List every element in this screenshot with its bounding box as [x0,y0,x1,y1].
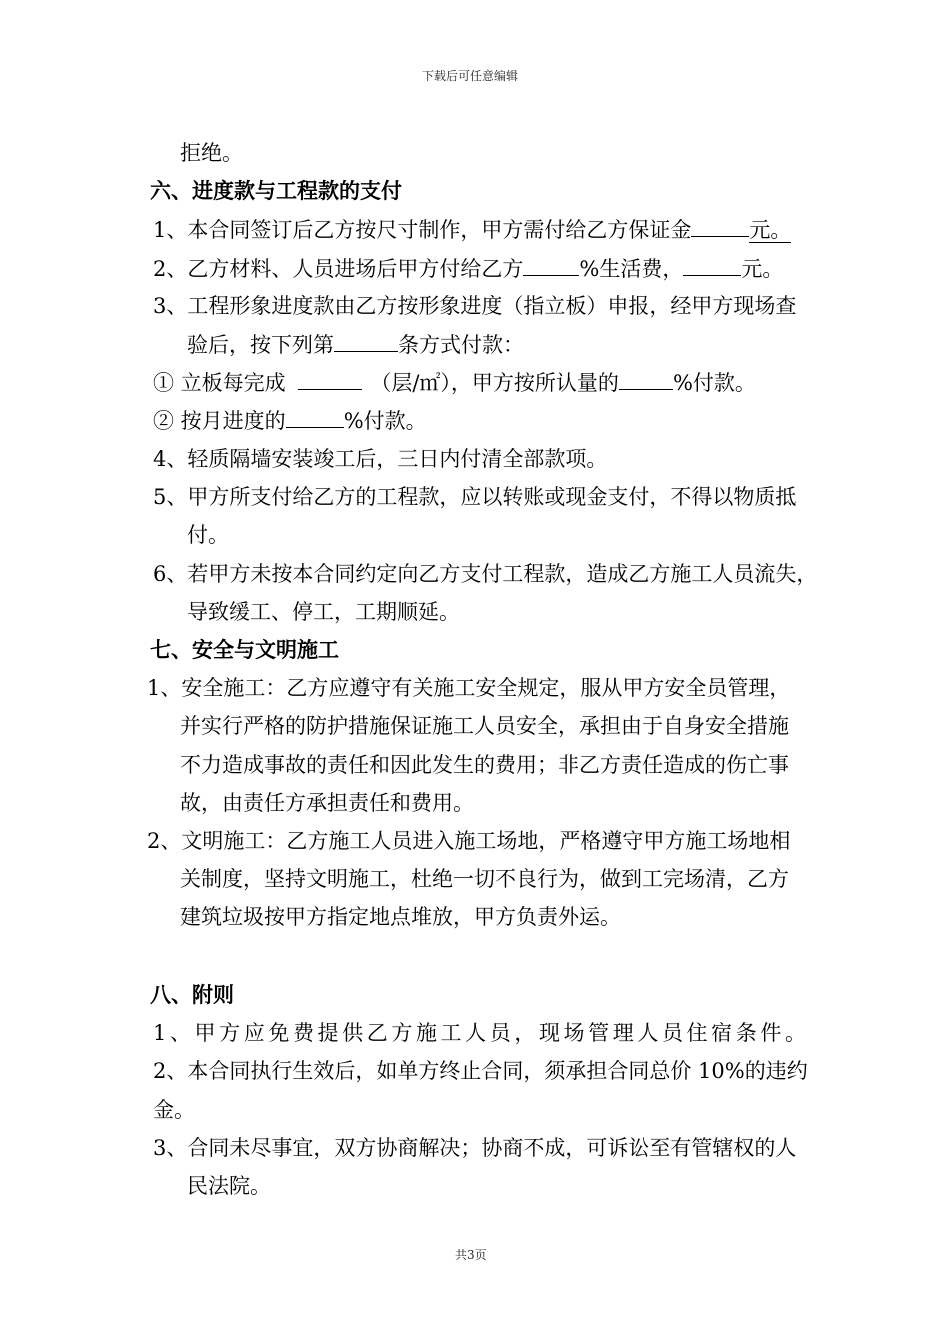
clause-7-1-cont: 故，由责任方承担责任和费用。 [180,791,474,815]
section-heading-7: 七、安全与文明施工 [150,638,339,662]
clause-text: 2、乙方材料、人员进场后甲方付给乙方 [153,257,524,281]
option-text: %付款。 [343,409,427,433]
clause-8-2: 2、本合同执行生效后，如单方终止合同，须承担合同总价 10%的违约 [153,1059,808,1083]
clause-8-1: 1、甲方应免费提供乙方施工人员，现场管理人员住宿条件。 [153,1021,810,1045]
clause-text: 条方式付款： [398,333,524,357]
clause-6-5: 5、甲方所支付给乙方的工程款，应以转账或现金支付，不得以物质抵 [153,485,797,509]
clause-7-2: 2、文明施工：乙方施工人员进入施工场地，严格遵守甲方施工场地相 [147,829,791,853]
clause-6-5-cont: 付。 [187,523,229,547]
option-1 [153,367,756,398]
clause-8-3-cont: 民法院。 [187,1174,271,1198]
clause-text: %生活费， [579,257,684,281]
option-text: ① 立板每完成 [153,371,293,395]
fill-blank [619,367,673,390]
page-footer: 共3页 [455,1248,487,1262]
clause-7-1-cont: 并实行严格的防护措施保证施工人员安全，承担由于自身安全措施 [180,714,789,738]
fill-blank [523,253,579,276]
clause-text: 验后，按下列第 [187,333,334,357]
clause-text: 1、本合同签订后乙方按尺寸制作，甲方需付给乙方保证金 [153,218,692,242]
clause-7-2-cont: 建筑垃圾按甲方指定地点堆放，甲方负责外运。 [180,905,621,929]
fill-blank [298,367,362,390]
clause-6-3: 3、工程形象进度款由乙方按形象进度（指立板）申报，经甲方现场查 [153,294,797,318]
clause-text: 元。 [749,218,792,242]
clause-8-3: 3、合同未尽事宜，双方协商解决；协商不成，可诉讼至有管辖权的人 [153,1136,797,1160]
section-heading-6: 六、进度款与工程款的支付 [150,179,402,203]
option-text: ② 按月进度的 [153,409,286,433]
clause-7-2-cont: 关制度，坚持文明施工，杜绝一切不良行为，做到工完场清，乙方 [180,867,789,891]
clause-7-1-cont: 不力造成事故的责任和因此发生的费用；非乙方责任造成的伤亡事 [180,753,789,777]
clause-6-6-cont: 导致缓工、停工，工期顺延。 [187,600,460,624]
option-text: %付款。 [672,371,756,395]
clause-6-3-cont [187,329,524,360]
fill-blank [334,329,398,352]
clause-7-1: 1、安全施工：乙方应遵守有关施工安全规定，服从甲方安全员管理， [147,676,791,700]
clause-6-1 [153,214,791,245]
clause-6-4: 4、轻质隔墙安装竣工后，三日内付清全部款项。 [153,447,608,471]
fill-blank [691,214,749,237]
fill-blank [286,405,344,428]
page-header: 下载后可任意编辑 [422,69,519,83]
section-heading-8: 八、附则 [150,983,234,1007]
clause-text: 元。 [741,257,784,281]
option-2 [153,405,427,436]
clause-8-2-cont: 金。 [153,1098,195,1122]
clause-6-6: 6、若甲方未按本合同约定向乙方支付工程款，造成乙方施工人员流失， [153,562,818,586]
clause-6-2 [153,253,783,284]
text-line: 拒绝。 [180,141,243,165]
option-text: （层/㎡），甲方按所认量的 [370,371,619,395]
fill-blank [683,253,741,276]
